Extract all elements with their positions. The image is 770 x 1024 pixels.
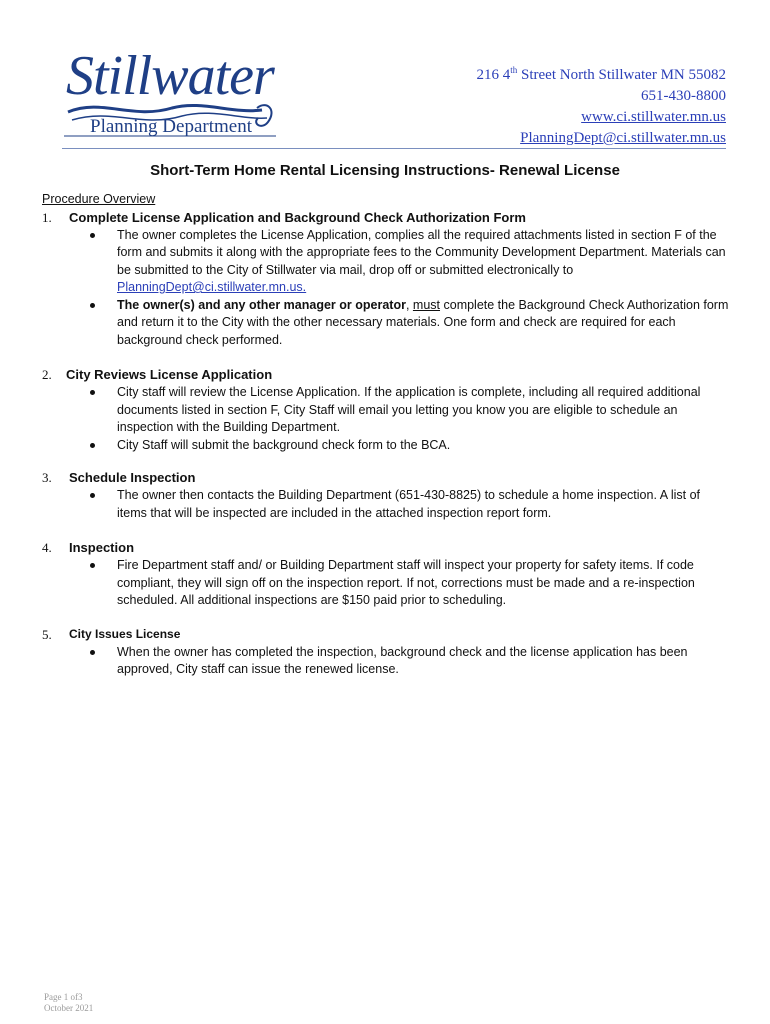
- section-4: [42, 539, 732, 610]
- list-item: Fire Department staff and/ or Building Department staff will inspect your property for safety items. If code compliant, they will sign off on the inspection report. If not, corrections must be made and a re-inspection scheduled. All additional inspections are $150 paid prior to scheduling.: [42, 557, 732, 610]
- street-address: 216 4th Street North Stillwater MN 55082: [476, 65, 726, 83]
- page-number: Page 1 of3: [44, 992, 83, 1002]
- section-heading: Inspection: [69, 540, 135, 555]
- logo-subtitle: Planning Department: [90, 116, 252, 137]
- list-item: The owner completes the License Application, complies all the required attachments listed in section F of the form and submits it along with the appropriate fees to the Community Development Department. Materials can be submitted to the City of Stillwater via mail, drop off or submitted electronically to PlanningDept@ci.stillwater.mn.us.: [42, 227, 732, 297]
- procedure-overview-label: Procedure Overview: [42, 192, 156, 206]
- page-footer: [44, 992, 93, 1014]
- section-5: [42, 626, 732, 679]
- list-item: City Staff will submit the background check form to the BCA.: [42, 437, 732, 455]
- section-heading: City Issues License: [69, 626, 181, 641]
- bullet-icon: [90, 390, 95, 395]
- section-heading: Complete License Application and Background Check Authorization Form: [69, 209, 526, 225]
- planning-email-link[interactable]: PlanningDept@ci.stillwater.mn.us.: [117, 280, 307, 294]
- bullet-icon: [90, 563, 95, 568]
- section-2: [42, 366, 732, 454]
- list-item: When the owner has completed the inspection, background check and the license application has been approved, City staff can issue the renewed license.: [42, 644, 732, 679]
- bullet-icon: [90, 443, 95, 448]
- bullet-icon: [90, 303, 95, 308]
- section-number: 3.: [42, 470, 52, 485]
- section-3: [42, 469, 732, 522]
- procedure-content: [42, 191, 732, 679]
- bullet-icon: [90, 650, 95, 655]
- contact-block: [477, 60, 727, 149]
- stillwater-logo: [62, 45, 282, 146]
- header-divider: [62, 148, 726, 149]
- section-number: 2.: [42, 367, 52, 382]
- revision-date: October 2021: [44, 1003, 94, 1013]
- bullet-icon: [90, 233, 95, 238]
- list-item: City staff will review the License Application. If the application is complete, including all required additional documents listed in section F, City Staff will email you letting you know you are eligible to schedule an inspection with the Building Department.: [42, 384, 732, 437]
- email-link[interactable]: PlanningDept@ci.stillwater.mn.us: [520, 130, 726, 146]
- bullet-icon: [90, 493, 95, 498]
- section-number: 4.: [42, 540, 52, 555]
- document-title: Short-Term Home Rental Licensing Instructions- Renewal License: [150, 162, 620, 179]
- section-heading: Schedule Inspection: [69, 470, 196, 485]
- section-1: [42, 209, 732, 350]
- section-heading: City Reviews License Application: [66, 367, 273, 382]
- list-item: The owner then contacts the Building Department (651-430-8825) to schedule a home inspection. A list of items that will be inspected are included in the attached inspection report form.: [42, 487, 732, 522]
- phone-number: 651-430-8800: [641, 88, 726, 104]
- section-number: 5.: [42, 626, 52, 642]
- list-item: The owner(s) and any other manager or operator, must complete the Background Check Authorization form and return it to the City with the other necessary materials. One form and check are required for each background check performed.: [42, 297, 732, 350]
- section-number: 1.: [42, 209, 52, 225]
- website-link[interactable]: www.ci.stillwater.mn.us: [581, 109, 726, 125]
- logo-wordmark: Stillwater: [66, 45, 274, 107]
